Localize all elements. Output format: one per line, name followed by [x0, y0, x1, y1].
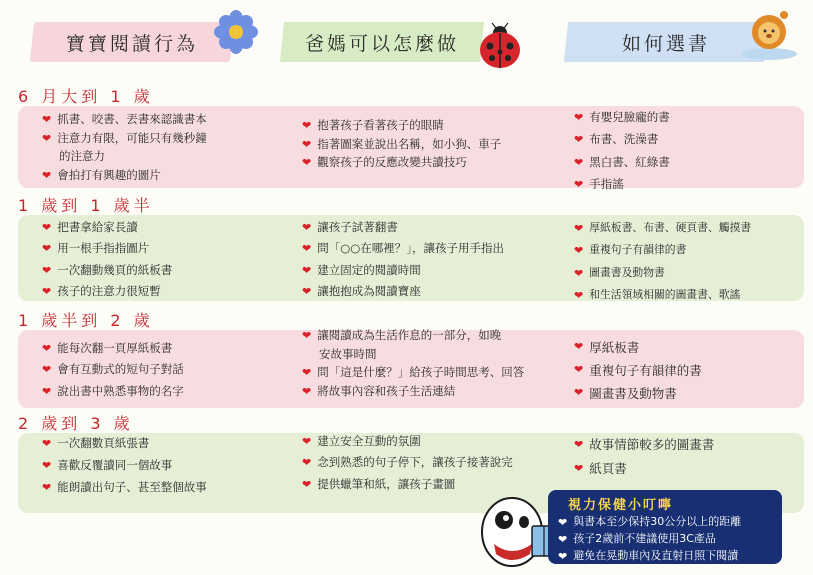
list-item [574, 284, 804, 306]
heart-bullet-icon: ❤ [302, 365, 312, 379]
list-item-text: 厚紙板書、布書、硬頁書、觸摸書 [589, 221, 752, 234]
stage-4-title: 2 歲到 3 歲 [18, 414, 134, 433]
list-item-text: 抱著孩子看著孩子的眼睛 [317, 118, 444, 132]
list-item-continuation: 安故事時間 [319, 346, 377, 361]
list-item-text: 觀察孩子的反應改變共讀技巧 [317, 155, 467, 170]
list-item-continuation: 的注意力 [59, 149, 105, 164]
list-item-text: 孩子2歲前不建議使用3C產品 [573, 531, 716, 545]
list-item [574, 359, 802, 382]
heart-bullet-icon: ❤ [302, 156, 312, 170]
list-item [42, 381, 302, 402]
stage-1-behavior [42, 110, 302, 184]
list-item [574, 173, 802, 195]
heart-bullet-icon: ❤ [42, 242, 52, 256]
heart-bullet-icon: ❤ [574, 386, 584, 400]
stage-1-books [574, 106, 802, 196]
list-item [42, 281, 302, 302]
list-item-text: 問「這是什麼？」給孩子時間思考、回答 [317, 364, 525, 379]
heart-bullet-icon: ❤ [302, 119, 312, 132]
flower-icon [214, 10, 258, 54]
list-item [302, 238, 574, 259]
list-item [42, 110, 302, 129]
stage-1-parents [302, 116, 574, 172]
list-item-text: 讓抱抱成為閱讀寶座 [317, 284, 421, 299]
list-item-text: 能朗讀出句子、甚至整個故事 [57, 479, 207, 494]
stage-4-books [574, 433, 802, 482]
stage-4-parents [302, 431, 574, 495]
stage-3-parents [302, 326, 574, 400]
lion-icon [738, 6, 800, 64]
list-item-text: 建立固定的閱讀時間 [317, 262, 421, 277]
stage-1-panel [18, 106, 804, 192]
list-item-text: 手指謠 [589, 177, 624, 192]
list-item-text: 建立安全互動的氛圍 [317, 434, 421, 448]
list-item [42, 166, 302, 185]
heart-bullet-icon: ❤ [42, 113, 52, 126]
list-item [574, 217, 804, 239]
list-item [574, 128, 802, 150]
tip-title: 視力保健小叮嚀 [568, 498, 674, 513]
heart-bullet-icon: ❤ [42, 342, 52, 355]
list-item-text: 布書、洗澡書 [589, 132, 659, 147]
list-item [302, 431, 574, 452]
heart-bullet-icon: ❤ [42, 263, 52, 277]
list-item [302, 281, 574, 302]
list-item [574, 336, 802, 359]
list-item-text: 指著圖案並說出名稱，如小狗、車子 [317, 136, 502, 151]
header-choose-books-text: 如何選書 [621, 32, 710, 55]
heart-bullet-icon: ❤ [302, 242, 312, 256]
header-parents-can-do [280, 22, 484, 62]
list-item [302, 363, 574, 382]
heart-bullet-icon: ❤ [42, 384, 52, 398]
list-item [42, 477, 302, 499]
header-baby-behavior [30, 22, 234, 62]
heart-bullet-icon: ❤ [574, 133, 584, 147]
heart-bullet-icon: ❤ [302, 329, 312, 342]
list-item-text: 注意力有限，可能只有幾秒鐘 [57, 130, 207, 145]
heart-bullet-icon: ❤ [42, 363, 52, 377]
heart-bullet-icon: ❤ [574, 111, 584, 124]
list-item-text: 用一根手指指圖片 [57, 241, 150, 256]
heart-bullet-icon: ❤ [558, 516, 568, 529]
list-item-text: 重複句子有韻律的書 [589, 363, 702, 379]
list-item-text: 能每次翻一頁厚紙板書 [57, 341, 173, 355]
list-item-text: 一次翻動幾頁的紙板書 [57, 262, 173, 277]
list-item [42, 129, 302, 148]
stage-2-panel [18, 215, 804, 301]
list-item [558, 531, 741, 548]
list-item [42, 455, 302, 477]
stage-3-panel [18, 330, 804, 408]
list-item-text: 與書本至少保持30公分以上的距離 [573, 515, 742, 528]
stage-2-books [574, 217, 804, 307]
heart-bullet-icon: ❤ [574, 462, 584, 476]
stage-1-title: 6 月大到 1 歲 [18, 87, 154, 106]
header-baby-behavior-text: 寶寶閱讀行為 [65, 32, 198, 55]
list-item [302, 135, 574, 154]
heart-bullet-icon: ❤ [558, 549, 568, 563]
heart-bullet-icon: ❤ [574, 340, 584, 353]
eye-care-tip-box [548, 490, 782, 564]
list-item-text: 圖畫書及動物書 [589, 265, 665, 279]
heart-bullet-icon: ❤ [42, 221, 52, 234]
heart-bullet-icon: ❤ [42, 131, 52, 145]
heart-bullet-icon: ❤ [302, 456, 312, 470]
list-item [574, 106, 802, 128]
list-item-text: 會有互動式的短句子對話 [57, 362, 184, 377]
list-item-text: 有嬰兒臉龐的書 [589, 110, 670, 124]
list-item [558, 514, 741, 531]
list-item-text: 避免在晃動車內及直射日照下閱讀 [573, 548, 739, 562]
stage-2-parents [302, 217, 574, 302]
stage-4-behavior [42, 433, 302, 499]
list-item [302, 326, 574, 345]
heart-bullet-icon: ❤ [302, 435, 312, 448]
stage-2-behavior [42, 217, 302, 302]
heart-bullet-icon: ❤ [42, 458, 52, 472]
list-item [42, 238, 302, 259]
list-item-text: 抓書、咬書、丟書來認識書本 [57, 112, 207, 126]
stage-3-behavior [42, 338, 302, 402]
list-item [42, 433, 302, 455]
list-item-text: 紙頁書 [589, 461, 627, 477]
list-item-text: 會拍打有興趣的圖片 [57, 167, 161, 182]
tip-list [558, 514, 741, 565]
heart-bullet-icon: ❤ [574, 222, 584, 235]
header-parents-can-do-text: 爸媽可以怎麼做 [304, 32, 459, 55]
heart-bullet-icon: ❤ [302, 137, 312, 151]
heart-bullet-icon: ❤ [42, 480, 52, 494]
heart-bullet-icon: ❤ [574, 244, 584, 258]
list-item [302, 382, 574, 401]
heart-bullet-icon: ❤ [574, 438, 584, 451]
list-item-text: 喜歡反覆讀同一個故事 [57, 457, 173, 472]
list-item-text: 故事情節較多的圖畫書 [589, 437, 715, 452]
heart-bullet-icon: ❤ [574, 155, 584, 169]
heart-bullet-icon: ❤ [574, 289, 584, 303]
heart-bullet-icon: ❤ [302, 477, 312, 491]
heart-bullet-icon: ❤ [558, 532, 568, 546]
list-item [574, 457, 802, 481]
list-item-text: 念到熟悉的句子停下，讓孩子接著說完 [317, 455, 513, 470]
list-item [558, 548, 741, 565]
list-item [42, 260, 302, 281]
list-item [302, 116, 574, 135]
list-item [574, 433, 802, 457]
heart-bullet-icon: ❤ [302, 285, 312, 299]
heart-bullet-icon: ❤ [574, 363, 584, 377]
list-item [574, 239, 804, 261]
list-item-text: 厚紙板書 [589, 340, 640, 355]
ladybug-icon [476, 22, 524, 70]
list-item-text: 讓孩子試著翻書 [317, 220, 398, 234]
list-item [302, 452, 574, 473]
list-item-text: 黑白書、紅綠書 [589, 154, 670, 169]
list-item-text: 把書拿給家長讀 [57, 220, 138, 234]
list-item [574, 262, 804, 284]
list-item [574, 151, 802, 173]
stage-3-title: 1 歲半到 2 歲 [18, 311, 154, 330]
heart-bullet-icon: ❤ [574, 178, 584, 192]
list-item [42, 338, 302, 359]
stage-2-title: 1 歲到 1 歲半 [18, 196, 154, 215]
list-item [302, 260, 574, 281]
list-item-text: 一次翻數頁紙張書 [57, 436, 150, 450]
list-item-text: 說出書中熟悉事物的名字 [57, 383, 184, 398]
list-item-text: 問「○○在哪裡？」，讓孩子用手指出 [317, 241, 505, 256]
list-item [302, 217, 574, 238]
list-item-text: 圖畫書及動物書 [589, 386, 677, 402]
list-item-text: 孩子的注意力很短暫 [57, 284, 161, 299]
heart-bullet-icon: ❤ [302, 221, 312, 234]
list-item [42, 217, 302, 238]
list-item-text: 將故事內容和孩子生活連結 [317, 383, 456, 398]
heart-bullet-icon: ❤ [42, 168, 52, 182]
heart-bullet-icon: ❤ [42, 437, 52, 450]
list-item [574, 382, 802, 405]
list-item-text: 讓閱讀成為生活作息的一部分，如晚 [317, 328, 502, 342]
list-item-text: 重複句子有韻律的書 [589, 243, 687, 257]
list-item-text: 提供蠟筆和紙，讓孩子畫圖 [317, 476, 456, 491]
heart-bullet-icon: ❤ [42, 285, 52, 299]
stage-3-books [574, 336, 802, 405]
heart-bullet-icon: ❤ [574, 266, 584, 280]
heart-bullet-icon: ❤ [302, 263, 312, 277]
list-item-text: 和生活領域相關的圖畫書、歌謠 [589, 288, 741, 302]
list-item [42, 359, 302, 380]
list-item [302, 153, 574, 172]
heart-bullet-icon: ❤ [302, 384, 312, 398]
